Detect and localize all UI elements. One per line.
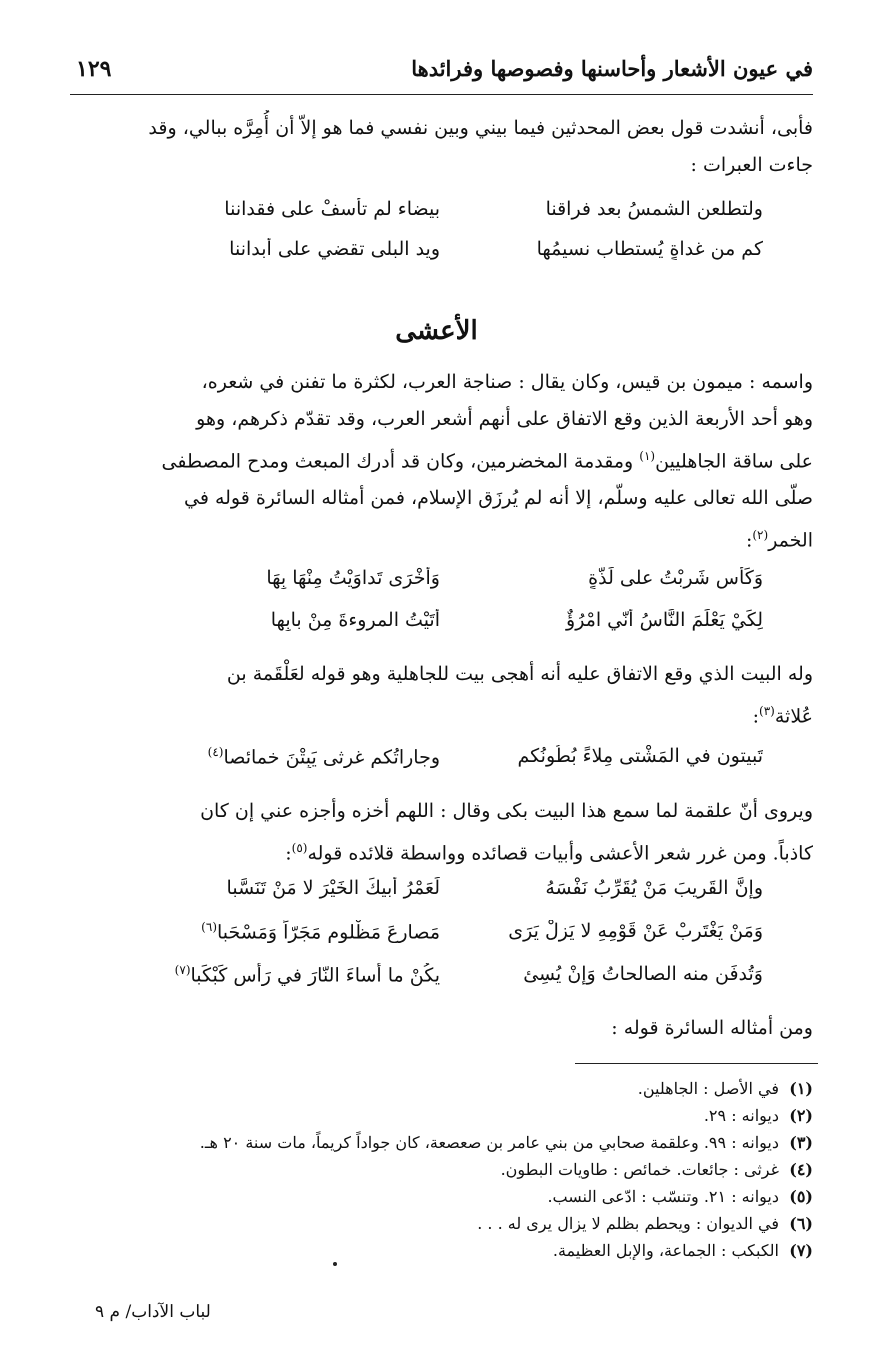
text-line: وله البيت الذي وقع الاتفاق عليه أنه أهجى بيت للجاهلية وهو قوله لعَلْقَمة بن xyxy=(226,663,813,685)
page-number: ١٢٩ xyxy=(76,56,112,82)
verse-hemistich-second: أَتَيْتُ المروءةَ مِنْ بابِها xyxy=(270,609,440,631)
footnote-number: (٥) xyxy=(789,1187,813,1206)
text-fragment: : xyxy=(752,705,760,728)
text-line xyxy=(70,517,813,559)
footnote-reference: (٣) xyxy=(759,704,775,718)
verse-line xyxy=(120,198,763,238)
ink-dot xyxy=(333,1262,337,1266)
intro-paragraph xyxy=(70,110,813,184)
text-fragment: يكُنْ ما أَساءَ النّارَ في رَأْسِ كَبْكَبا xyxy=(190,964,440,987)
text-fragment: : xyxy=(285,842,292,865)
footnotes xyxy=(100,1075,813,1264)
text-fragment: وجاراتُكم غرثى يَبِتْنَ خمائصا xyxy=(223,746,440,769)
text-line: ويروى أنّ علقمة لما سمع هذا البيت بكى وقال : اللهم أخزه وأجزه عني إن كان xyxy=(200,800,813,822)
footnote-number: (٦) xyxy=(789,1214,813,1233)
text-fragment: على ساقة الجاهليين xyxy=(655,450,813,473)
verse-hemistich-second xyxy=(120,920,440,943)
text-fragment: مَصارعَ مَظْلومٍ مَجَرّاً وَمَسْحَبا xyxy=(217,921,440,944)
text-fragment: الخمر xyxy=(768,529,813,552)
verse-line xyxy=(120,238,763,278)
text-line: وهو أحد الأربعة الذين وقع الاتفاق على أنهم أشعر العرب، وقد تقدّم ذكرهم، وهو xyxy=(196,408,813,430)
verse-line xyxy=(120,567,763,607)
footnote-number: (٣) xyxy=(789,1133,813,1152)
running-header xyxy=(70,52,813,92)
verse-line xyxy=(120,609,763,649)
footnote-reference: (٧) xyxy=(174,963,191,977)
footnote xyxy=(100,1210,813,1237)
verse-line xyxy=(120,745,763,785)
footnote xyxy=(100,1237,813,1264)
footnote-text: ديوانه : ٩٩. وعلقمة صحابي من بني عامر بن صعصعة، كان جواداً كريماً، مات سنة ٢٠ هـ. xyxy=(199,1133,779,1152)
section-heading: الأعشى xyxy=(395,316,478,346)
footnote xyxy=(100,1156,813,1183)
verse-hemistich-first: وَكَأْسٍ شَرِبْتُ على لَذَّةٍ xyxy=(588,567,763,589)
footnote-reference: (٥) xyxy=(291,841,308,855)
verse-line xyxy=(120,877,763,917)
verse-hemistich-first: كم من غداةٍ يُستطاب نسيمُها xyxy=(536,238,763,260)
text-line: فأبى، أنشدت قول بعض المحدثين فيما بيني وبين نفسي فما هو إلاّ أن أُمِرَّه ببالي، وقد xyxy=(148,117,813,139)
running-title: في عيون الأشعار وأحاسنها وفصوصها وفرائدها xyxy=(411,56,813,81)
footnote xyxy=(100,1075,813,1102)
footnote-separator xyxy=(575,1063,818,1064)
footnote-text: في الديوان : ويحطم بظلم لا يزال يرى له . . . xyxy=(477,1214,779,1233)
footnote-text: الكبكب : الجماعة، والإبل العظيمة. xyxy=(552,1241,779,1260)
text-line: جاءت العبرات : xyxy=(690,154,813,176)
footnote-number: (٧) xyxy=(789,1241,813,1260)
verse-hemistich-first: وَتُدفَن منه الصالحاتُ وَإنْ يُسِئ xyxy=(523,963,763,985)
verse-hemistich-first: وإنَّ القَريبَ مَنْ يُقَرِّبُ نَفْسَهُ xyxy=(545,877,763,899)
biography-paragraph xyxy=(70,364,813,560)
verse-hemistich-second: لَعَمْرُ أَبيكَ الخَيْرَ لا مَنْ تَنَسَّبا xyxy=(226,877,440,899)
text-line xyxy=(70,438,813,480)
text-fragment: ومقدمة المخضرمين، وكان قد أدرك المبعث ومدح المصطفى xyxy=(161,450,634,473)
verse-hemistich-first: وَمَنْ يَغْتَرِبْ عَنْ قَوْمِهِ لا يَزلْ يَرَى xyxy=(508,920,763,942)
footnote-reference: (٤) xyxy=(207,745,224,759)
footnote xyxy=(100,1183,813,1210)
footnote-number: (٤) xyxy=(789,1160,813,1179)
verse-hemistich-first: ولتطلعن الشمسُ بعد فراقنا xyxy=(545,198,763,220)
closing-line xyxy=(70,1010,813,1047)
text-line xyxy=(70,693,813,735)
text-line: ومن أمثاله السائرة قوله : xyxy=(611,1017,813,1039)
text-fragment: كاذباً. ومن غرر شعر الأعشى وأبيات قصائده وواسطة قلائده قوله xyxy=(307,842,813,865)
footnote-text: ديوانه : ٢٩. xyxy=(703,1106,779,1125)
footnote-text: غرثى : جائعات. خمائص : طاويات البطون. xyxy=(500,1160,779,1179)
footnote-reference: (٢) xyxy=(752,528,769,543)
footnote-reference: (٦) xyxy=(201,920,217,934)
text-line: صلّى الله تعالى عليه وسلّم، إلا أنه لم يُرزَق الإسلام، فمن أمثاله السائرة قوله في xyxy=(183,487,813,510)
header-rule xyxy=(70,94,813,95)
footnote-number: (١) xyxy=(789,1079,813,1098)
verse-hemistich-second xyxy=(120,745,440,768)
footnote-text: في الأصل : الجاهلين. xyxy=(637,1079,779,1098)
verse-line xyxy=(120,920,763,960)
verse-hemistich-first: تَبيتون في المَشْتى مِلاءً بُطُونُكم xyxy=(517,745,763,767)
footnote-reference: (١) xyxy=(639,449,656,463)
text-fragment: : xyxy=(745,529,753,552)
footnote-text: ديوانه : ٢١. وتنسّب : ادّعى النسب. xyxy=(547,1187,779,1206)
hija-paragraph xyxy=(70,656,813,735)
verse-hemistich-second: بيضاء لم تأسفْ على فقداننا xyxy=(224,198,440,220)
footnote xyxy=(100,1129,813,1156)
verse-hemistich-second: وَأُخْرَى تَداوَيْتُ مِنْهَا بِهَا xyxy=(266,567,440,589)
alqama-paragraph xyxy=(70,793,813,872)
verse-hemistich-first: لِكَيْ يَعْلَمَ النَّاسُ أَنّي امْرُؤٌ xyxy=(566,609,763,631)
verse-hemistich-second: ويد البلى تقضي على أبداننا xyxy=(229,238,440,260)
text-line xyxy=(70,830,813,872)
footnote-number: (٢) xyxy=(789,1106,813,1125)
footnote xyxy=(100,1102,813,1129)
printer-signature: لباب الآداب/ م ٩ xyxy=(95,1302,211,1322)
verse-hemistich-second xyxy=(120,963,440,986)
verse-line xyxy=(120,963,763,1003)
text-fragment: عُلاثة xyxy=(774,705,813,728)
text-line: واسمه : ميمون بن قيس، وكان يقال : صناجة العرب، لكثرة ما تفنن في شعره، xyxy=(201,371,813,393)
